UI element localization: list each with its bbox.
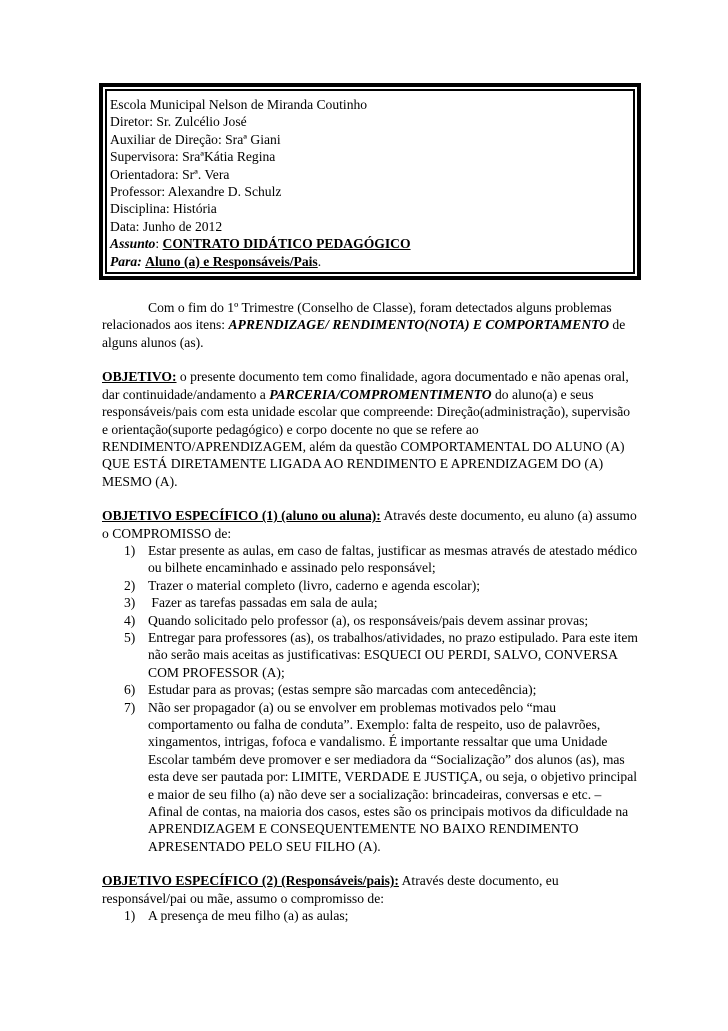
list-item-number: 2) xyxy=(124,577,136,593)
para-end: . xyxy=(317,253,322,269)
intro-text-end: de alguns alunos (as). xyxy=(102,317,626,350)
list-item xyxy=(102,629,638,681)
list-item-number: 4) xyxy=(124,612,136,628)
assistant-line: Auxiliar de Direção: Sraª Giani xyxy=(110,131,281,147)
objetivo-highlight: PARCERIA/COMPROMENTIMENTO xyxy=(269,386,492,402)
supervisor-line: Supervisora: SraªKátia Regina xyxy=(110,149,276,165)
para-label: Para: xyxy=(110,253,142,269)
objetivo-label: OBJETIVO: xyxy=(102,369,177,385)
assunto-value: CONTRATO DIDÁTICO PEDAGÓGICO xyxy=(162,236,411,252)
list-item xyxy=(102,681,638,698)
list-item-text: A presença de meu filho (a) as aulas; xyxy=(148,908,349,924)
list-item-number: 1) xyxy=(124,908,136,924)
especifico2-text: Através deste documento, eu responsável/pai ou mãe, assumo o compromisso de: xyxy=(102,873,559,906)
objetivo-text: o presente documento tem como finalidade, agora documentado e não apenas oral, dar continuidade/andamento a xyxy=(102,369,629,402)
assunto-line: Assunto: CONTRATO DIDÁTICO PEDAGÓGICO xyxy=(110,236,411,252)
intro-highlight: APRENDIZAGE/ RENDIMENTO(NOTA) E COMPORTAMENTO xyxy=(228,317,610,333)
para-value: Aluno (a) e Responsáveis/Pais xyxy=(145,253,318,269)
especifico1-list xyxy=(102,542,638,855)
especifico2-label: OBJETIVO ESPECÍFICO (2) (Responsáveis/pais): xyxy=(102,873,399,889)
header-box xyxy=(102,86,638,277)
list-item-text: Quando solicitado pelo professor (a), os responsáveis/pais devem assinar provas; xyxy=(148,612,589,628)
especifico1-label: OBJETIVO ESPECÍFICO (1) (aluno ou aluna): xyxy=(102,508,381,524)
list-item xyxy=(102,699,638,856)
school-name: Escola Municipal Nelson de Miranda Coutinho xyxy=(110,97,368,112)
advisor-line: Orientadora: Srª. Vera xyxy=(110,166,230,182)
objetivo-text-end: do aluno(a) e seus responsáveis/pais com esta unidade escolar que compreende: Direção(administração), supervisão e orientação(suporte pedagógico) e corpo docente no que se refere ao RENDIMENTO/APRENDIZAGEM, além da questão COMPORTAMENTAL DO ALUNO (A) QUE ESTÁ DIRETAMENTE LIGADA AO RENDIMENTO E APRENDIZAGEM DO (A) MESMO (A). xyxy=(102,386,631,489)
date-line: Data: Junho de 2012 xyxy=(110,218,223,234)
subject-line: Disciplina: História xyxy=(110,201,217,217)
especifico2-list xyxy=(102,907,638,924)
list-item-text: Não ser propagador (a) ou se envolver em problemas motivados pelo “mau comportamento ou falha de conduta”. Exemplo: falta de respeito, uso de palavrões, xingamentos, intrigas, fofoca e vandalismo. É importante ressaltar que uma Unidade Escolar também deve promover e ser mediadora da “Socialização” dos alunos (as), mas esta deve ser pautada por: LIMITE, VERDADE E JUSTIÇA, ou seja, o objetivo principal e maior de seu filho (a) não deve ser a socialização: brincadeiras, conversas e etc. – Afinal de contas, na maioria dos casos, estes são os principais motivos da dificuldade na APRENDIZAGEM E CONSEQUENTEMENTE NO BAIXO RENDIMENTO APRESENTADO PELO SEU FILHO (A). xyxy=(148,699,638,854)
list-item-number: 6) xyxy=(124,682,136,698)
especifico2-section xyxy=(102,872,638,924)
list-item xyxy=(102,542,638,577)
list-item xyxy=(102,577,638,594)
list-item xyxy=(102,612,638,629)
list-item-text: Estudar para as provas; (estas sempre são marcadas com antecedência); xyxy=(148,682,537,698)
especifico1-section xyxy=(102,507,638,855)
list-item-text: Entregar para professores (as), os trabalhos/atividades, no prazo estipulado. Para este item não serão mais aceitas as justificativas: ESQUECI OU PERDI, SALVO, CONVERSA COM PROFESSOR (A); xyxy=(148,629,638,680)
list-item-number: 7) xyxy=(124,699,136,715)
especifico1-text: Através deste documento, eu aluno (a) assumo o COMPROMISSO de: xyxy=(102,508,637,541)
especifico2-heading xyxy=(102,872,638,907)
assunto-label: Assunto xyxy=(110,236,156,252)
para-line xyxy=(110,253,630,270)
list-item xyxy=(102,594,638,611)
list-item-number: 5) xyxy=(124,629,136,645)
list-item xyxy=(102,907,638,924)
list-item-number: 1) xyxy=(124,542,136,558)
intro-text: Com o fim do 1º Trimestre (Conselho de Classe), foram detectados alguns problemas relacionados aos itens: xyxy=(102,300,612,333)
document-page xyxy=(102,86,638,924)
list-item-text: Fazer as tarefas passadas em sala de aula; xyxy=(148,595,378,611)
objetivo-paragraph xyxy=(102,368,638,490)
list-item-text: Estar presente as aulas, em caso de faltas, justificar as mesmas através de atestado médico ou bilhete encaminhado e assinado pelo responsável; xyxy=(148,542,638,576)
list-item-number: 3) xyxy=(124,595,136,611)
director-line: Diretor: Sr. Zulcélio José xyxy=(110,114,247,130)
list-item-text: Trazer o material completo (livro, caderno e agenda escolar); xyxy=(148,577,481,593)
teacher-line: Professor: Alexandre D. Schulz xyxy=(110,184,282,200)
intro-paragraph xyxy=(102,299,638,351)
especifico1-heading xyxy=(102,507,638,542)
